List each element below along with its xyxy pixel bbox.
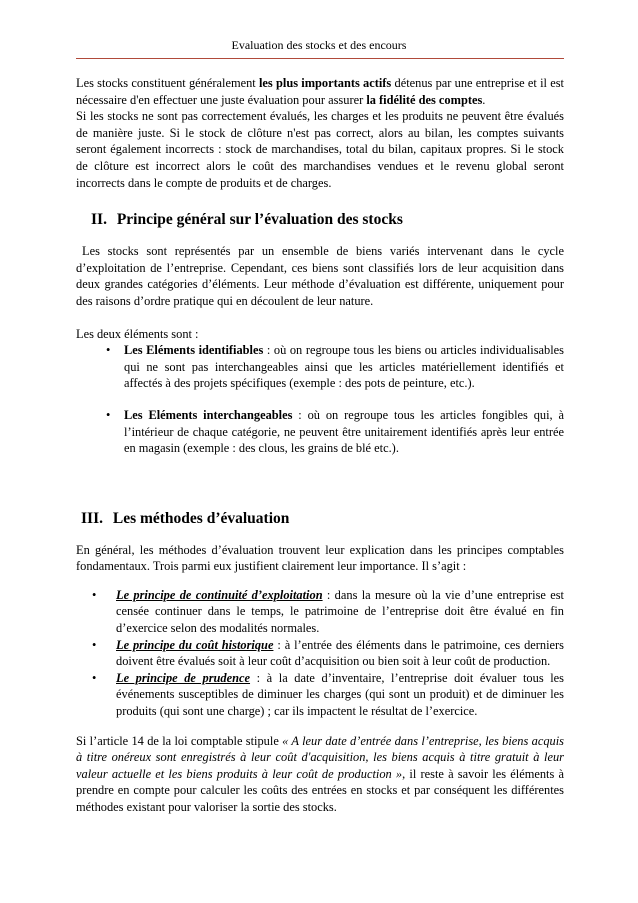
bold-term: Les Eléments identifiables <box>124 343 264 358</box>
running-header: Evaluation des stocks et des encours <box>231 38 407 52</box>
principle-term: Le principe de prudence <box>116 670 251 685</box>
text-run: Si l’article 14 de la loi comptable stipule <box>76 733 283 748</box>
list-item <box>76 407 564 457</box>
section-number: II. <box>91 211 107 229</box>
section-2-paragraph: Les stocks sont représentés par un ensemble de biens variés intervenant dans le cycle d’exploitation de l’entreprise. Cependant, ces biens sont classifiés lors de leur acquisition dans deux grandes catégories d’éléments. Leur méthode d’évaluation est différente, uniquement pour des raisons d’ordre pratique qui en découlent de leur nature. <box>76 244 564 308</box>
list-item <box>76 670 564 720</box>
item-text: : à l’entrée des éléments dans le patrimoine, ces derniers doivent être évalués soit à leur coût d’acquisition ou bien soit à leur coût de production. <box>116 637 564 669</box>
list-item <box>76 637 564 670</box>
text-run: Les stocks constituent généralement <box>76 76 259 90</box>
principles-list <box>76 587 564 720</box>
list-intro: Les deux éléments sont : <box>76 326 199 341</box>
text-run: , il reste à savoir les éléments à prendre en compte pour calculer les coûts des entrées en stocks et par conséquent les différentes méthodes existant pour valoriser la sortie des stocks. <box>76 766 565 814</box>
bold-term: Les Eléments interchangeables <box>124 407 293 422</box>
item-text: : où on regroupe tous les biens ou articles individualisables qui ne sont pas interchangeables ainsi que les articles matériellement identifiés et affectés à des projets spécifiques (exemple : des pots de peinture, etc.). <box>124 343 564 391</box>
bullet-icon: • <box>106 407 111 422</box>
quoted-article: « A leur date d’entrée dans l’entreprise, les biens acquis à titre onéreux sont enregistrés à leur coût d'acquisition, les biens acquis à titre gratuit à leur valeur actuelle et les biens produits à leur coût de production » <box>76 733 564 781</box>
bold-term: la fidélité des comptes <box>366 92 483 107</box>
item-text: : dans la mesure où la vie d’une entreprise est censée continuer dans le temps, le patrimoine de l’entreprise doit être évalué en fin d’exercice selon des modalités normales. <box>116 587 564 636</box>
bullet-icon: • <box>92 670 97 685</box>
section-number: III. <box>81 509 103 527</box>
bullet-icon: • <box>92 587 97 602</box>
principle-term: Le principe du coût historique <box>116 637 274 652</box>
intro-paragraph-2: Si les stocks ne sont pas correctement évalués, les charges et les produits ne peuvent être évalués de manière juste. Si le stock de clôture n'est pas correct, alors au bilan, les comptes suivants seront également incorrects : stock de marchandises, total du bilan, capitaux propres. Si le stock de clôture est incorrect alors le coût des marchandises vendues et le revenu global seront incorrects dans le compte de produits et de charges. <box>76 109 564 190</box>
header-rule <box>76 58 564 59</box>
list-item <box>76 587 564 637</box>
section-title: Les méthodes d’évaluation <box>112 509 290 527</box>
section-title: Principe général sur l’évaluation des stocks <box>116 211 403 229</box>
intro-paragraph-1 <box>76 75 564 108</box>
list-item <box>76 342 564 392</box>
closing-paragraph <box>76 733 564 816</box>
bullet-icon: • <box>106 343 111 358</box>
text-run: détenus par une entreprise et il est nécessaire d'en effectuer une juste évaluation pour assurer <box>76 76 564 107</box>
item-text: : à la date d’inventaire, l’entreprise doit évaluer tous les événements susceptibles de diminuer les charges (qui sont un produit) et de diminuer les produits (qui sont une charge) ; car ils impactent le résultat de l’exercice. <box>116 670 564 719</box>
bold-term: les plus importants actifs <box>258 76 392 90</box>
section-2-heading <box>76 210 564 229</box>
item-text: : où on regroupe tous les articles fongibles qui, à l’intérieur de chaque catégorie, ne peuvent être unitairement identifiés après leur entrée en magasin (exemple : des clous, les grains de blé etc.). <box>124 407 564 456</box>
section-3-paragraph: En général, les méthodes d’évaluation trouvent leur explication dans les principes comptables fondamentaux. Trois parmi eux justifient clairement leur importance. Il s’agit : <box>76 542 564 574</box>
document-body <box>76 75 564 816</box>
section-3-heading <box>76 509 564 528</box>
text-run: . <box>482 92 486 107</box>
bullet-icon: • <box>92 637 97 652</box>
principle-term: Le principe de continuité d’exploitation <box>116 587 323 602</box>
elements-list <box>76 342 564 457</box>
